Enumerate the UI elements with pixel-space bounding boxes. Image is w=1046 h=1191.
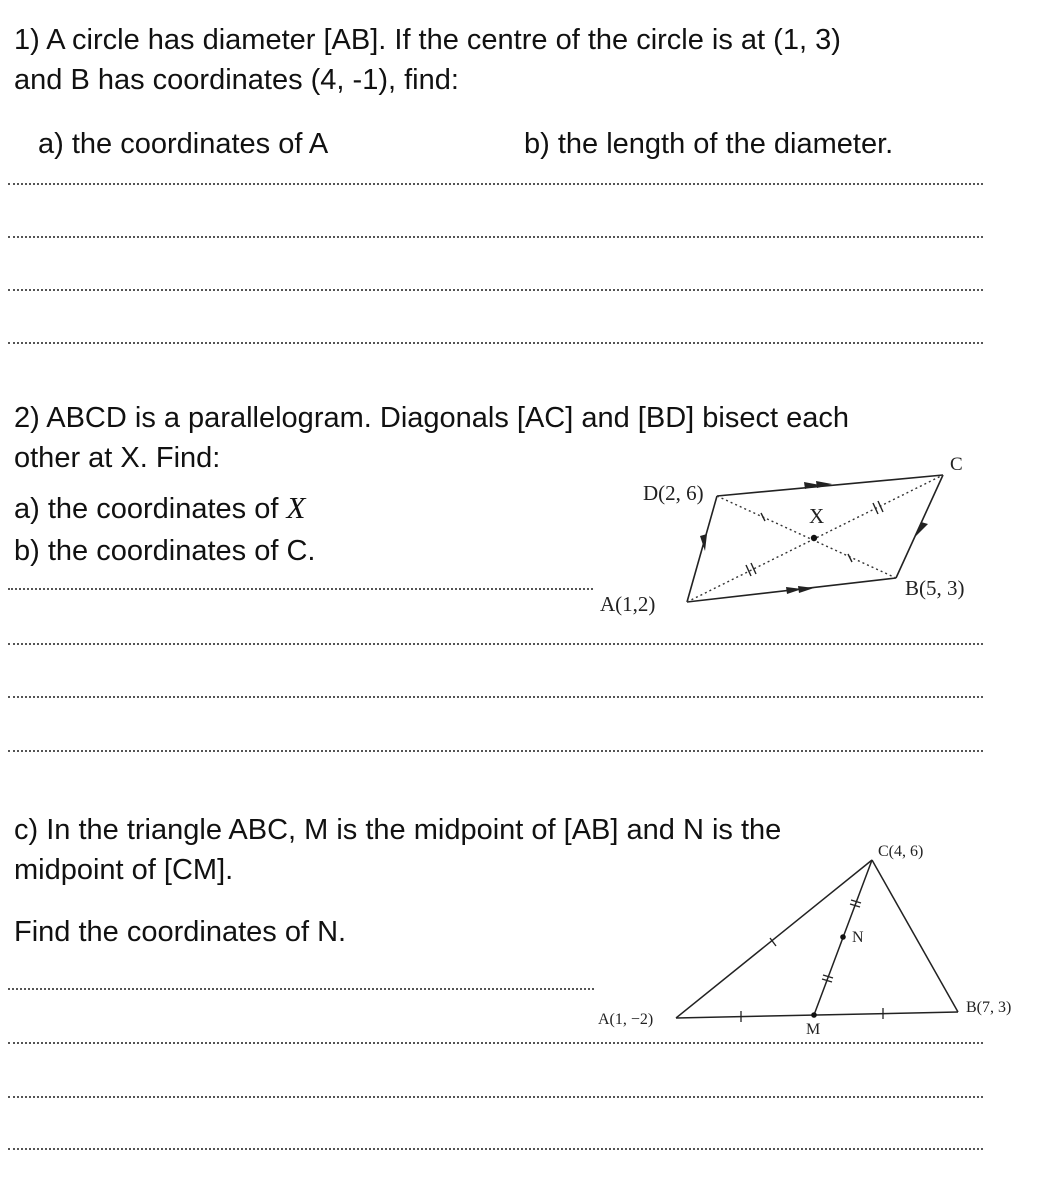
answer-line[interactable] — [8, 588, 593, 590]
triangle-diagram — [596, 838, 1036, 1038]
label-b: B(5, 3) — [905, 576, 965, 600]
answer-line[interactable] — [8, 1042, 983, 1044]
label-d: D(2, 6) — [643, 481, 704, 505]
answer-line[interactable] — [8, 1096, 983, 1098]
q2-part-b: b) the coordinates of C. — [14, 535, 316, 567]
label-m: M — [806, 1021, 821, 1038]
answer-line[interactable] — [8, 643, 983, 645]
q3-text-line3: Find the coordinates of N. — [14, 916, 347, 948]
q1-part-b: b) the length of the diameter. — [524, 128, 894, 160]
intersection-point-x — [811, 535, 817, 541]
tick-mark — [848, 554, 852, 562]
label-c: C(4, 6) — [878, 843, 924, 860]
label-x: X — [809, 504, 825, 528]
answer-line[interactable] — [8, 696, 983, 698]
side-ad — [687, 496, 717, 602]
parallelogram-diagram — [596, 448, 1016, 638]
answer-line[interactable] — [8, 342, 983, 344]
answer-line[interactable] — [8, 1148, 983, 1150]
label-c: C — [950, 454, 963, 475]
label-a: A(1,2) — [600, 592, 656, 616]
direction-arrow-icon — [700, 534, 707, 551]
tick-mark — [878, 501, 883, 512]
q1-part-a: a) the coordinates of A — [38, 128, 329, 160]
tick-mark — [873, 503, 878, 514]
side-ab — [676, 1012, 958, 1018]
q3-text-line2: midpoint of [CM]. — [14, 854, 234, 886]
q1-text-line1: 1) A circle has diameter [AB]. If the centre of the circle is at (1, 3) — [14, 24, 841, 56]
answer-line[interactable] — [8, 289, 983, 291]
q2-part-a-variable: X — [286, 490, 306, 525]
side-bc — [872, 860, 958, 1012]
answer-line[interactable] — [8, 750, 983, 752]
label-n: N — [852, 929, 864, 946]
direction-arrow-icon — [915, 522, 928, 537]
q2-text-line1: 2) ABCD is a parallelogram. Diagonals [AC] and [BD] bisect each — [14, 402, 849, 434]
diagonal-bd — [717, 496, 896, 578]
label-a: A(1, −2) — [598, 1011, 654, 1028]
answer-line[interactable] — [8, 183, 983, 185]
q2-part-a-prefix: a) the coordinates of — [14, 493, 287, 525]
point-m — [811, 1012, 817, 1018]
q2-text-line2: other at X. Find: — [14, 442, 221, 474]
q3-text-line1: c) In the triangle ABC, M is the midpoint of [AB] and N is the — [14, 814, 782, 846]
point-n — [840, 934, 846, 940]
q1-text-line2: and B has coordinates (4, -1), find: — [14, 64, 459, 96]
parallel-arrow-icon — [816, 481, 832, 488]
q2-part-a — [14, 490, 305, 527]
answer-line[interactable] — [8, 236, 983, 238]
side-dc — [717, 475, 943, 496]
label-b: B(7, 3) — [966, 999, 1012, 1016]
answer-line[interactable] — [8, 988, 594, 990]
